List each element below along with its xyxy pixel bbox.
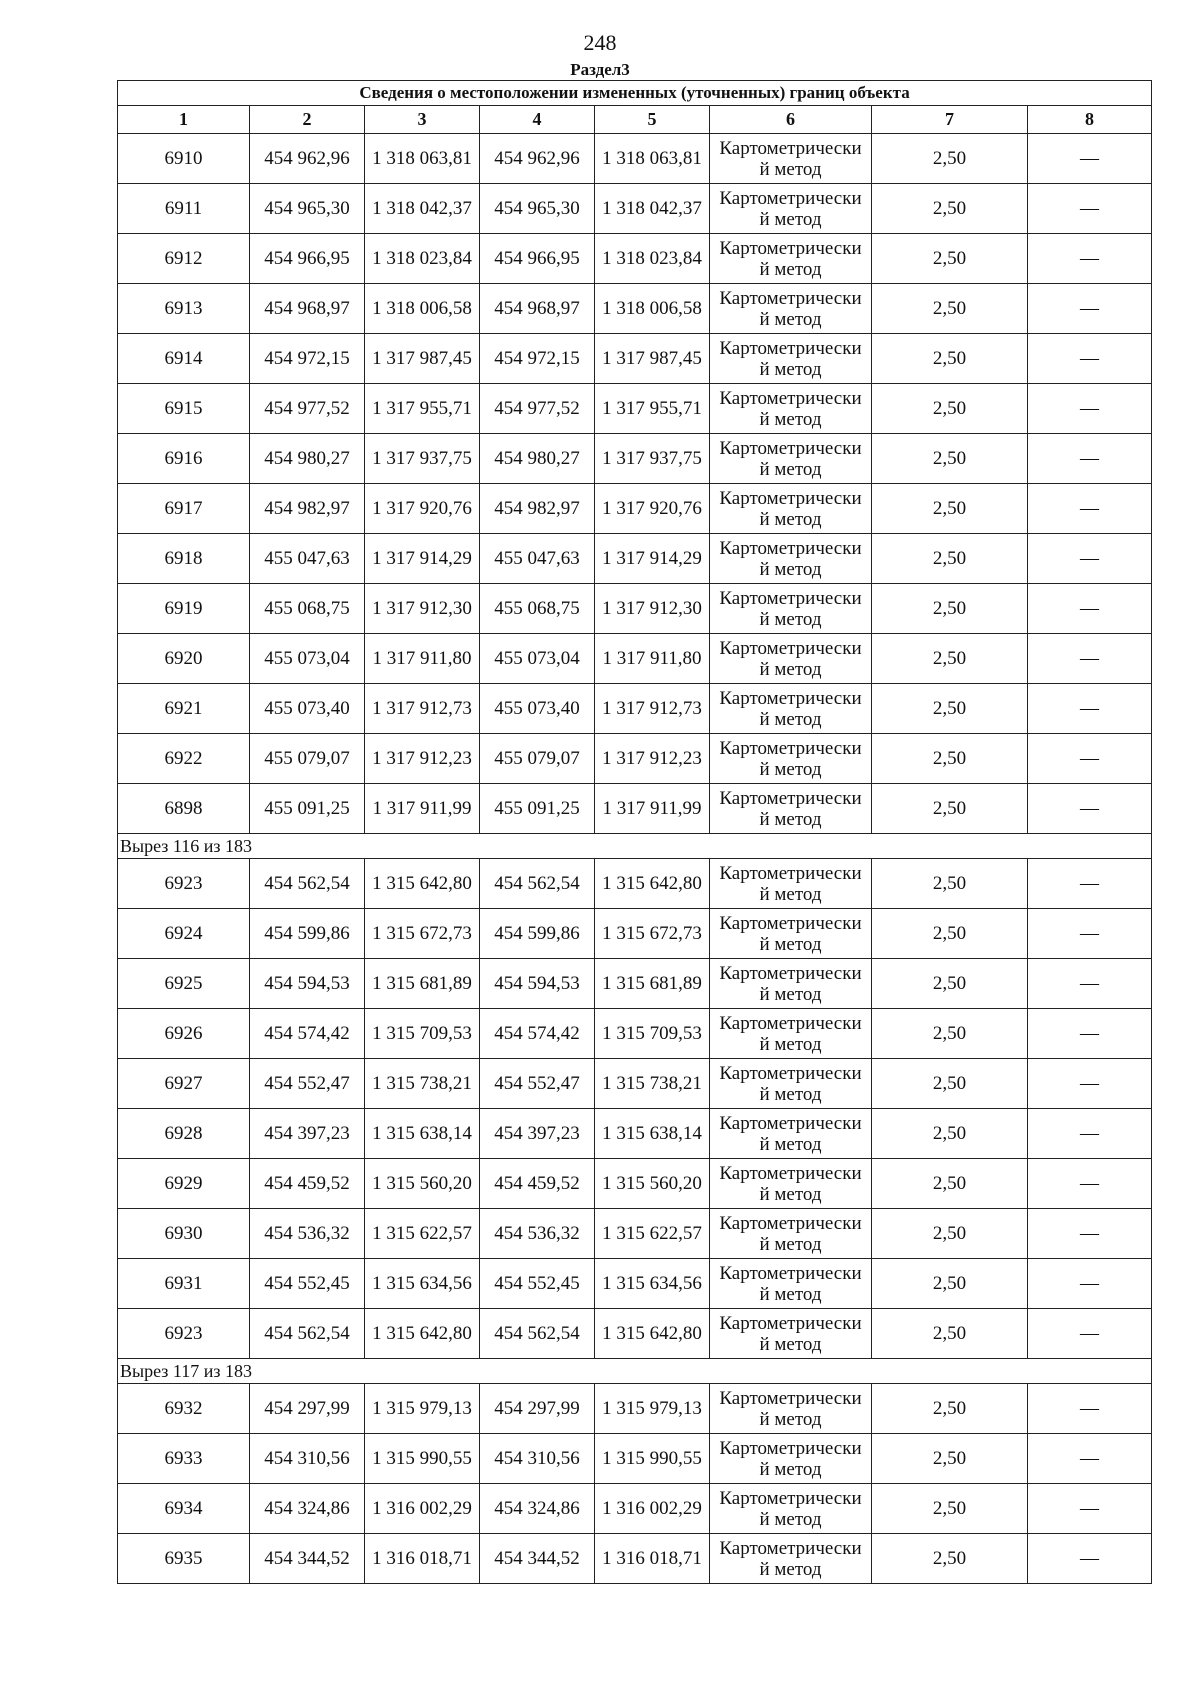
method-cell: Картометрически й метод [710, 184, 872, 234]
group-header-row [118, 1359, 1152, 1384]
x-old-cell: 454 459,52 [250, 1159, 365, 1209]
point-number-cell: 6935 [118, 1534, 250, 1584]
y-old-cell: 1 315 642,80 [365, 859, 480, 909]
y-old-cell: 1 315 990,55 [365, 1434, 480, 1484]
point-number-cell: 6919 [118, 584, 250, 634]
x-old-cell: 454 344,52 [250, 1534, 365, 1584]
point-number-cell: 6927 [118, 1059, 250, 1109]
y-old-cell: 1 315 560,20 [365, 1159, 480, 1209]
description-cell: — [1028, 384, 1152, 434]
description-cell: — [1028, 434, 1152, 484]
method-cell: Картометрически й метод [710, 434, 872, 484]
accuracy-cell: 2,50 [872, 484, 1028, 534]
accuracy-cell: 2,50 [872, 634, 1028, 684]
x-new-cell: 454 562,54 [480, 1309, 595, 1359]
table-body [118, 81, 1152, 1584]
method-cell: Картометрически й метод [710, 1109, 872, 1159]
table-row [118, 584, 1152, 634]
x-old-cell: 454 982,97 [250, 484, 365, 534]
x-old-cell: 454 324,86 [250, 1484, 365, 1534]
column-number-row [118, 106, 1152, 134]
description-cell: — [1028, 959, 1152, 1009]
point-number-cell: 6923 [118, 859, 250, 909]
y-new-cell: 1 318 042,37 [595, 184, 710, 234]
y-new-cell: 1 317 914,29 [595, 534, 710, 584]
y-old-cell: 1 315 634,56 [365, 1259, 480, 1309]
point-number-cell: 6914 [118, 334, 250, 384]
accuracy-cell: 2,50 [872, 909, 1028, 959]
y-old-cell: 1 315 638,14 [365, 1109, 480, 1159]
page-number: 248 [583, 30, 617, 55]
description-cell: — [1028, 1259, 1152, 1309]
x-new-cell: 454 594,53 [480, 959, 595, 1009]
accuracy-cell: 2,50 [872, 434, 1028, 484]
column-number: 2 [250, 106, 365, 134]
coordinates-table [117, 80, 1152, 1584]
x-old-cell: 455 073,40 [250, 684, 365, 734]
table-row [118, 1259, 1152, 1309]
table-row [118, 1209, 1152, 1259]
y-old-cell: 1 315 709,53 [365, 1009, 480, 1059]
description-cell: — [1028, 284, 1152, 334]
description-cell: — [1028, 1309, 1152, 1359]
description-cell: — [1028, 1109, 1152, 1159]
method-cell: Картометрически й метод [710, 284, 872, 334]
point-number-cell: 6924 [118, 909, 250, 959]
point-number-cell: 6910 [118, 134, 250, 184]
column-number: 1 [118, 106, 250, 134]
y-new-cell: 1 318 006,58 [595, 284, 710, 334]
method-cell: Картометрически й метод [710, 484, 872, 534]
method-cell: Картометрически й метод [710, 134, 872, 184]
column-number: 5 [595, 106, 710, 134]
y-new-cell: 1 315 560,20 [595, 1159, 710, 1209]
x-old-cell: 454 972,15 [250, 334, 365, 384]
x-new-cell: 454 966,95 [480, 234, 595, 284]
description-cell: — [1028, 1159, 1152, 1209]
x-new-cell: 454 965,30 [480, 184, 595, 234]
point-number-cell: 6913 [118, 284, 250, 334]
table-row [118, 1309, 1152, 1359]
accuracy-cell: 2,50 [872, 1534, 1028, 1584]
y-new-cell: 1 318 023,84 [595, 234, 710, 284]
table-row [118, 1059, 1152, 1109]
accuracy-cell: 2,50 [872, 234, 1028, 284]
column-number: 7 [872, 106, 1028, 134]
y-old-cell: 1 316 018,71 [365, 1534, 480, 1584]
x-new-cell: 454 972,15 [480, 334, 595, 384]
x-old-cell: 454 562,54 [250, 859, 365, 909]
column-number: 3 [365, 106, 480, 134]
description-cell: — [1028, 534, 1152, 584]
x-old-cell: 454 980,27 [250, 434, 365, 484]
description-cell: — [1028, 584, 1152, 634]
point-number-cell: 6898 [118, 784, 250, 834]
method-cell: Картометрически й метод [710, 234, 872, 284]
y-new-cell: 1 315 634,56 [595, 1259, 710, 1309]
table-row [118, 734, 1152, 784]
x-old-cell: 455 068,75 [250, 584, 365, 634]
y-new-cell: 1 315 681,89 [595, 959, 710, 1009]
table-row [118, 434, 1152, 484]
description-cell: — [1028, 184, 1152, 234]
y-old-cell: 1 318 063,81 [365, 134, 480, 184]
y-old-cell: 1 317 937,75 [365, 434, 480, 484]
y-new-cell: 1 318 063,81 [595, 134, 710, 184]
description-cell: — [1028, 1009, 1152, 1059]
description-cell: — [1028, 1434, 1152, 1484]
x-new-cell: 454 552,47 [480, 1059, 595, 1109]
x-old-cell: 455 047,63 [250, 534, 365, 584]
y-new-cell: 1 315 642,80 [595, 1309, 710, 1359]
point-number-cell: 6925 [118, 959, 250, 1009]
table-row [118, 384, 1152, 434]
accuracy-cell: 2,50 [872, 784, 1028, 834]
x-old-cell: 454 310,56 [250, 1434, 365, 1484]
description-cell: — [1028, 134, 1152, 184]
method-cell: Картометрически й метод [710, 534, 872, 584]
table-row [118, 134, 1152, 184]
table-caption-row [118, 81, 1152, 106]
description-cell: — [1028, 1059, 1152, 1109]
x-old-cell: 454 594,53 [250, 959, 365, 1009]
method-cell: Картометрически й метод [710, 909, 872, 959]
y-new-cell: 1 317 912,23 [595, 734, 710, 784]
accuracy-cell: 2,50 [872, 859, 1028, 909]
point-number-cell: 6926 [118, 1009, 250, 1059]
point-number-cell: 6933 [118, 1434, 250, 1484]
y-old-cell: 1 317 911,80 [365, 634, 480, 684]
method-cell: Картометрически й метод [710, 1384, 872, 1434]
x-new-cell: 454 977,52 [480, 384, 595, 434]
x-old-cell: 454 962,96 [250, 134, 365, 184]
column-number: 8 [1028, 106, 1152, 134]
description-cell: — [1028, 784, 1152, 834]
x-old-cell: 455 073,04 [250, 634, 365, 684]
x-new-cell: 454 552,45 [480, 1259, 595, 1309]
method-cell: Картометрически й метод [710, 1159, 872, 1209]
description-cell: — [1028, 234, 1152, 284]
x-new-cell: 454 310,56 [480, 1434, 595, 1484]
accuracy-cell: 2,50 [872, 959, 1028, 1009]
method-cell: Картометрически й метод [710, 1209, 872, 1259]
section-title: Раздел3 [570, 60, 630, 79]
method-cell: Картометрически й метод [710, 959, 872, 1009]
description-cell: — [1028, 1484, 1152, 1534]
y-old-cell: 1 317 920,76 [365, 484, 480, 534]
y-old-cell: 1 315 622,57 [365, 1209, 480, 1259]
table-row [118, 909, 1152, 959]
x-old-cell: 455 091,25 [250, 784, 365, 834]
accuracy-cell: 2,50 [872, 1109, 1028, 1159]
description-cell: — [1028, 484, 1152, 534]
y-old-cell: 1 315 672,73 [365, 909, 480, 959]
description-cell: — [1028, 1534, 1152, 1584]
accuracy-cell: 2,50 [872, 1159, 1028, 1209]
x-new-cell: 454 982,97 [480, 484, 595, 534]
table-row [118, 859, 1152, 909]
point-number-cell: 6916 [118, 434, 250, 484]
x-new-cell: 454 962,96 [480, 134, 595, 184]
y-new-cell: 1 315 990,55 [595, 1434, 710, 1484]
accuracy-cell: 2,50 [872, 284, 1028, 334]
point-number-cell: 6915 [118, 384, 250, 434]
description-cell: — [1028, 1384, 1152, 1434]
x-new-cell: 455 079,07 [480, 734, 595, 784]
y-new-cell: 1 315 622,57 [595, 1209, 710, 1259]
y-new-cell: 1 315 672,73 [595, 909, 710, 959]
table-row [118, 534, 1152, 584]
description-cell: — [1028, 909, 1152, 959]
accuracy-cell: 2,50 [872, 1434, 1028, 1484]
x-new-cell: 454 536,32 [480, 1209, 595, 1259]
y-old-cell: 1 317 987,45 [365, 334, 480, 384]
accuracy-cell: 2,50 [872, 1009, 1028, 1059]
accuracy-cell: 2,50 [872, 534, 1028, 584]
method-cell: Картометрически й метод [710, 1309, 872, 1359]
y-old-cell: 1 317 911,99 [365, 784, 480, 834]
accuracy-cell: 2,50 [872, 584, 1028, 634]
point-number-cell: 6921 [118, 684, 250, 734]
table-row [118, 784, 1152, 834]
x-new-cell: 455 091,25 [480, 784, 595, 834]
method-cell: Картометрически й метод [710, 684, 872, 734]
x-new-cell: 454 297,99 [480, 1384, 595, 1434]
method-cell: Картометрически й метод [710, 1484, 872, 1534]
method-cell: Картометрически й метод [710, 584, 872, 634]
table-row [118, 959, 1152, 1009]
x-new-cell: 454 599,86 [480, 909, 595, 959]
method-cell: Картометрически й метод [710, 334, 872, 384]
x-new-cell: 455 073,40 [480, 684, 595, 734]
x-old-cell: 454 977,52 [250, 384, 365, 434]
x-new-cell: 454 397,23 [480, 1109, 595, 1159]
y-new-cell: 1 317 912,30 [595, 584, 710, 634]
description-cell: — [1028, 734, 1152, 784]
accuracy-cell: 2,50 [872, 684, 1028, 734]
table-row [118, 1109, 1152, 1159]
point-number-cell: 6917 [118, 484, 250, 534]
accuracy-cell: 2,50 [872, 1059, 1028, 1109]
x-new-cell: 454 459,52 [480, 1159, 595, 1209]
accuracy-cell: 2,50 [872, 1259, 1028, 1309]
point-number-cell: 6918 [118, 534, 250, 584]
method-cell: Картометрически й метод [710, 859, 872, 909]
y-old-cell: 1 317 912,73 [365, 684, 480, 734]
x-old-cell: 454 552,45 [250, 1259, 365, 1309]
y-old-cell: 1 315 979,13 [365, 1384, 480, 1434]
table-row [118, 334, 1152, 384]
x-old-cell: 454 968,97 [250, 284, 365, 334]
table-row [118, 484, 1152, 534]
group-header-row [118, 834, 1152, 859]
y-old-cell: 1 315 738,21 [365, 1059, 480, 1109]
description-cell: — [1028, 684, 1152, 734]
table-row [118, 1384, 1152, 1434]
y-new-cell: 1 317 920,76 [595, 484, 710, 534]
accuracy-cell: 2,50 [872, 1309, 1028, 1359]
accuracy-cell: 2,50 [872, 1384, 1028, 1434]
y-new-cell: 1 317 937,75 [595, 434, 710, 484]
point-number-cell: 6931 [118, 1259, 250, 1309]
y-old-cell: 1 316 002,29 [365, 1484, 480, 1534]
table-caption: Сведения о местоположении измененных (уточненных) границ объекта [118, 81, 1152, 106]
point-number-cell: 6932 [118, 1384, 250, 1434]
point-number-cell: 6929 [118, 1159, 250, 1209]
accuracy-cell: 2,50 [872, 134, 1028, 184]
x-new-cell: 455 073,04 [480, 634, 595, 684]
table-row [118, 684, 1152, 734]
point-number-cell: 6928 [118, 1109, 250, 1159]
method-cell: Картометрически й метод [710, 734, 872, 784]
y-new-cell: 1 317 911,80 [595, 634, 710, 684]
accuracy-cell: 2,50 [872, 734, 1028, 784]
table-row [118, 634, 1152, 684]
x-new-cell: 455 047,63 [480, 534, 595, 584]
x-old-cell: 454 552,47 [250, 1059, 365, 1109]
method-cell: Картометрически й метод [710, 1434, 872, 1484]
description-cell: — [1028, 334, 1152, 384]
y-old-cell: 1 315 681,89 [365, 959, 480, 1009]
table-row [118, 1484, 1152, 1534]
point-number-cell: 6912 [118, 234, 250, 284]
table-row [118, 1009, 1152, 1059]
x-old-cell: 454 536,32 [250, 1209, 365, 1259]
point-number-cell: 6930 [118, 1209, 250, 1259]
y-new-cell: 1 315 709,53 [595, 1009, 710, 1059]
y-new-cell: 1 317 911,99 [595, 784, 710, 834]
y-new-cell: 1 315 638,14 [595, 1109, 710, 1159]
x-old-cell: 454 599,86 [250, 909, 365, 959]
x-old-cell: 454 966,95 [250, 234, 365, 284]
group-label: Вырез 116 из 183 [118, 834, 1152, 859]
x-new-cell: 454 980,27 [480, 434, 595, 484]
column-number: 6 [710, 106, 872, 134]
y-new-cell: 1 316 002,29 [595, 1484, 710, 1534]
method-cell: Картометрически й метод [710, 1259, 872, 1309]
method-cell: Картометрически й метод [710, 784, 872, 834]
table-row [118, 1159, 1152, 1209]
table-row [118, 184, 1152, 234]
y-new-cell: 1 317 912,73 [595, 684, 710, 734]
x-old-cell: 454 965,30 [250, 184, 365, 234]
method-cell: Картометрически й метод [710, 634, 872, 684]
point-number-cell: 6934 [118, 1484, 250, 1534]
accuracy-cell: 2,50 [872, 334, 1028, 384]
accuracy-cell: 2,50 [872, 384, 1028, 434]
table-row [118, 234, 1152, 284]
x-new-cell: 455 068,75 [480, 584, 595, 634]
group-label: Вырез 117 из 183 [118, 1359, 1152, 1384]
y-old-cell: 1 317 912,23 [365, 734, 480, 784]
table-row [118, 1534, 1152, 1584]
description-cell: — [1028, 859, 1152, 909]
y-old-cell: 1 318 006,58 [365, 284, 480, 334]
y-old-cell: 1 315 642,80 [365, 1309, 480, 1359]
description-cell: — [1028, 1209, 1152, 1259]
y-old-cell: 1 317 955,71 [365, 384, 480, 434]
x-old-cell: 454 562,54 [250, 1309, 365, 1359]
table-row [118, 284, 1152, 334]
x-new-cell: 454 968,97 [480, 284, 595, 334]
method-cell: Картометрически й метод [710, 1534, 872, 1584]
y-new-cell: 1 315 979,13 [595, 1384, 710, 1434]
point-number-cell: 6922 [118, 734, 250, 784]
y-new-cell: 1 315 642,80 [595, 859, 710, 909]
column-number: 4 [480, 106, 595, 134]
y-old-cell: 1 317 912,30 [365, 584, 480, 634]
y-new-cell: 1 316 018,71 [595, 1534, 710, 1584]
x-new-cell: 454 324,86 [480, 1484, 595, 1534]
y-new-cell: 1 317 955,71 [595, 384, 710, 434]
x-old-cell: 454 397,23 [250, 1109, 365, 1159]
description-cell: — [1028, 634, 1152, 684]
y-new-cell: 1 317 987,45 [595, 334, 710, 384]
x-new-cell: 454 574,42 [480, 1009, 595, 1059]
y-old-cell: 1 318 023,84 [365, 234, 480, 284]
point-number-cell: 6911 [118, 184, 250, 234]
x-new-cell: 454 344,52 [480, 1534, 595, 1584]
x-old-cell: 455 079,07 [250, 734, 365, 784]
x-new-cell: 454 562,54 [480, 859, 595, 909]
method-cell: Картометрически й метод [710, 384, 872, 434]
y-old-cell: 1 318 042,37 [365, 184, 480, 234]
accuracy-cell: 2,50 [872, 1484, 1028, 1534]
point-number-cell: 6923 [118, 1309, 250, 1359]
accuracy-cell: 2,50 [872, 1209, 1028, 1259]
accuracy-cell: 2,50 [872, 184, 1028, 234]
point-number-cell: 6920 [118, 634, 250, 684]
x-old-cell: 454 297,99 [250, 1384, 365, 1434]
y-old-cell: 1 317 914,29 [365, 534, 480, 584]
table-row [118, 1434, 1152, 1484]
method-cell: Картометрически й метод [710, 1009, 872, 1059]
x-old-cell: 454 574,42 [250, 1009, 365, 1059]
y-new-cell: 1 315 738,21 [595, 1059, 710, 1109]
method-cell: Картометрически й метод [710, 1059, 872, 1109]
